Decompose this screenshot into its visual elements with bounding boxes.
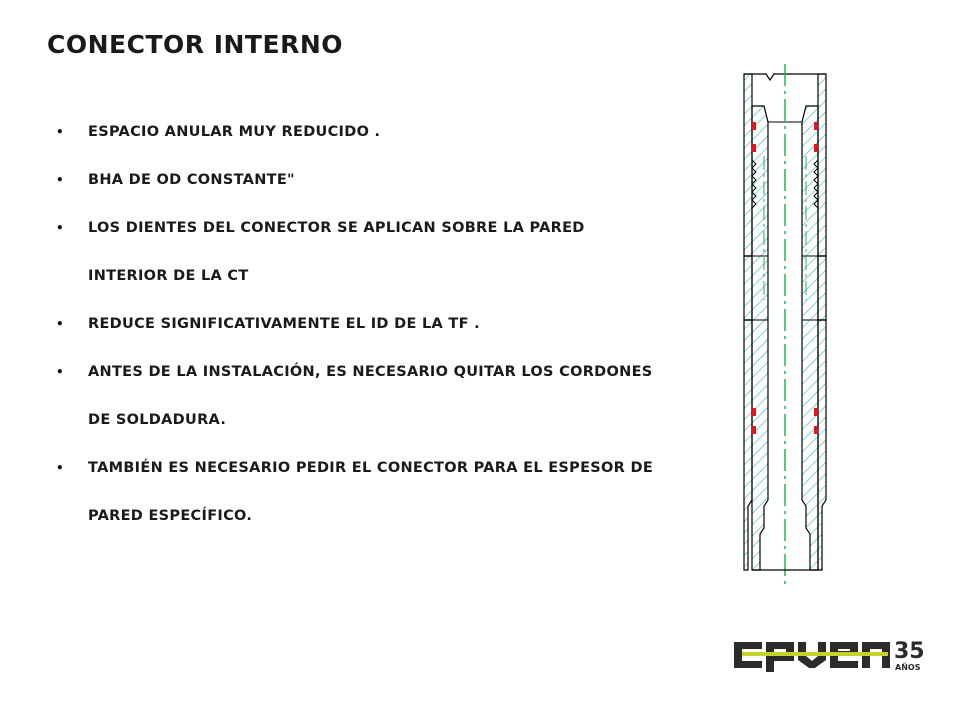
bullet-text: REDUCE SIGNIFICATIVAMENTE EL ID DE LA TF . <box>88 316 480 332</box>
left-lower-wall <box>744 256 752 320</box>
left-connector-body <box>752 106 768 570</box>
bullet-dot-icon: • <box>56 125 64 139</box>
bullet-item <box>56 204 656 300</box>
right-lower-wall <box>818 256 826 320</box>
bullet-dot-icon: • <box>56 173 64 187</box>
seal <box>814 426 818 434</box>
right-connector-body <box>802 106 818 570</box>
left-outer-wall <box>744 74 752 256</box>
seal <box>814 408 818 416</box>
seal <box>752 408 756 416</box>
bullet-text: BHA DE OD CONSTANTE" <box>88 172 295 188</box>
bullet-text: LOS DIENTES DEL CONECTOR SE APLICAN SOBRE LA PARED INTERIOR DE LA CT <box>88 220 585 284</box>
logo-subtitle: AÑOS <box>895 663 921 672</box>
bullet-item <box>56 300 656 348</box>
connector-cross-section-drawing-icon <box>730 60 840 590</box>
bullet-dot-icon: • <box>56 317 64 331</box>
right-outer-lower <box>818 320 826 570</box>
bullet-item <box>56 444 656 540</box>
seal <box>752 426 756 434</box>
seal <box>814 144 818 152</box>
left-outer-lower <box>744 320 752 570</box>
bullet-item <box>56 156 656 204</box>
bullet-list <box>56 108 656 540</box>
right-outer-wall <box>818 74 826 256</box>
bullet-text: ESPACIO ANULAR MUY REDUCIDO . <box>88 124 381 140</box>
bullet-item <box>56 348 656 444</box>
bullet-dot-icon: • <box>56 365 64 379</box>
logo-number: 35 <box>894 639 925 664</box>
slide-title: CONECTOR INTERNO <box>47 30 343 59</box>
cpven-35-anos-logo <box>730 630 930 680</box>
bullet-dot-icon: • <box>56 461 64 475</box>
bullet-item <box>56 108 656 156</box>
bullet-dot-icon: • <box>56 221 64 235</box>
seal <box>752 144 756 152</box>
bullet-text: TAMBIÉN ES NECESARIO PEDIR EL CONECTOR PARA EL ESPESOR DE PARED ESPECÍFICO. <box>88 460 654 524</box>
seal <box>814 122 818 130</box>
seal <box>752 122 756 130</box>
bullet-text: ANTES DE LA INSTALACIÓN, ES NECESARIO QUITAR LOS CORDONES DE SOLDADURA. <box>88 364 653 428</box>
